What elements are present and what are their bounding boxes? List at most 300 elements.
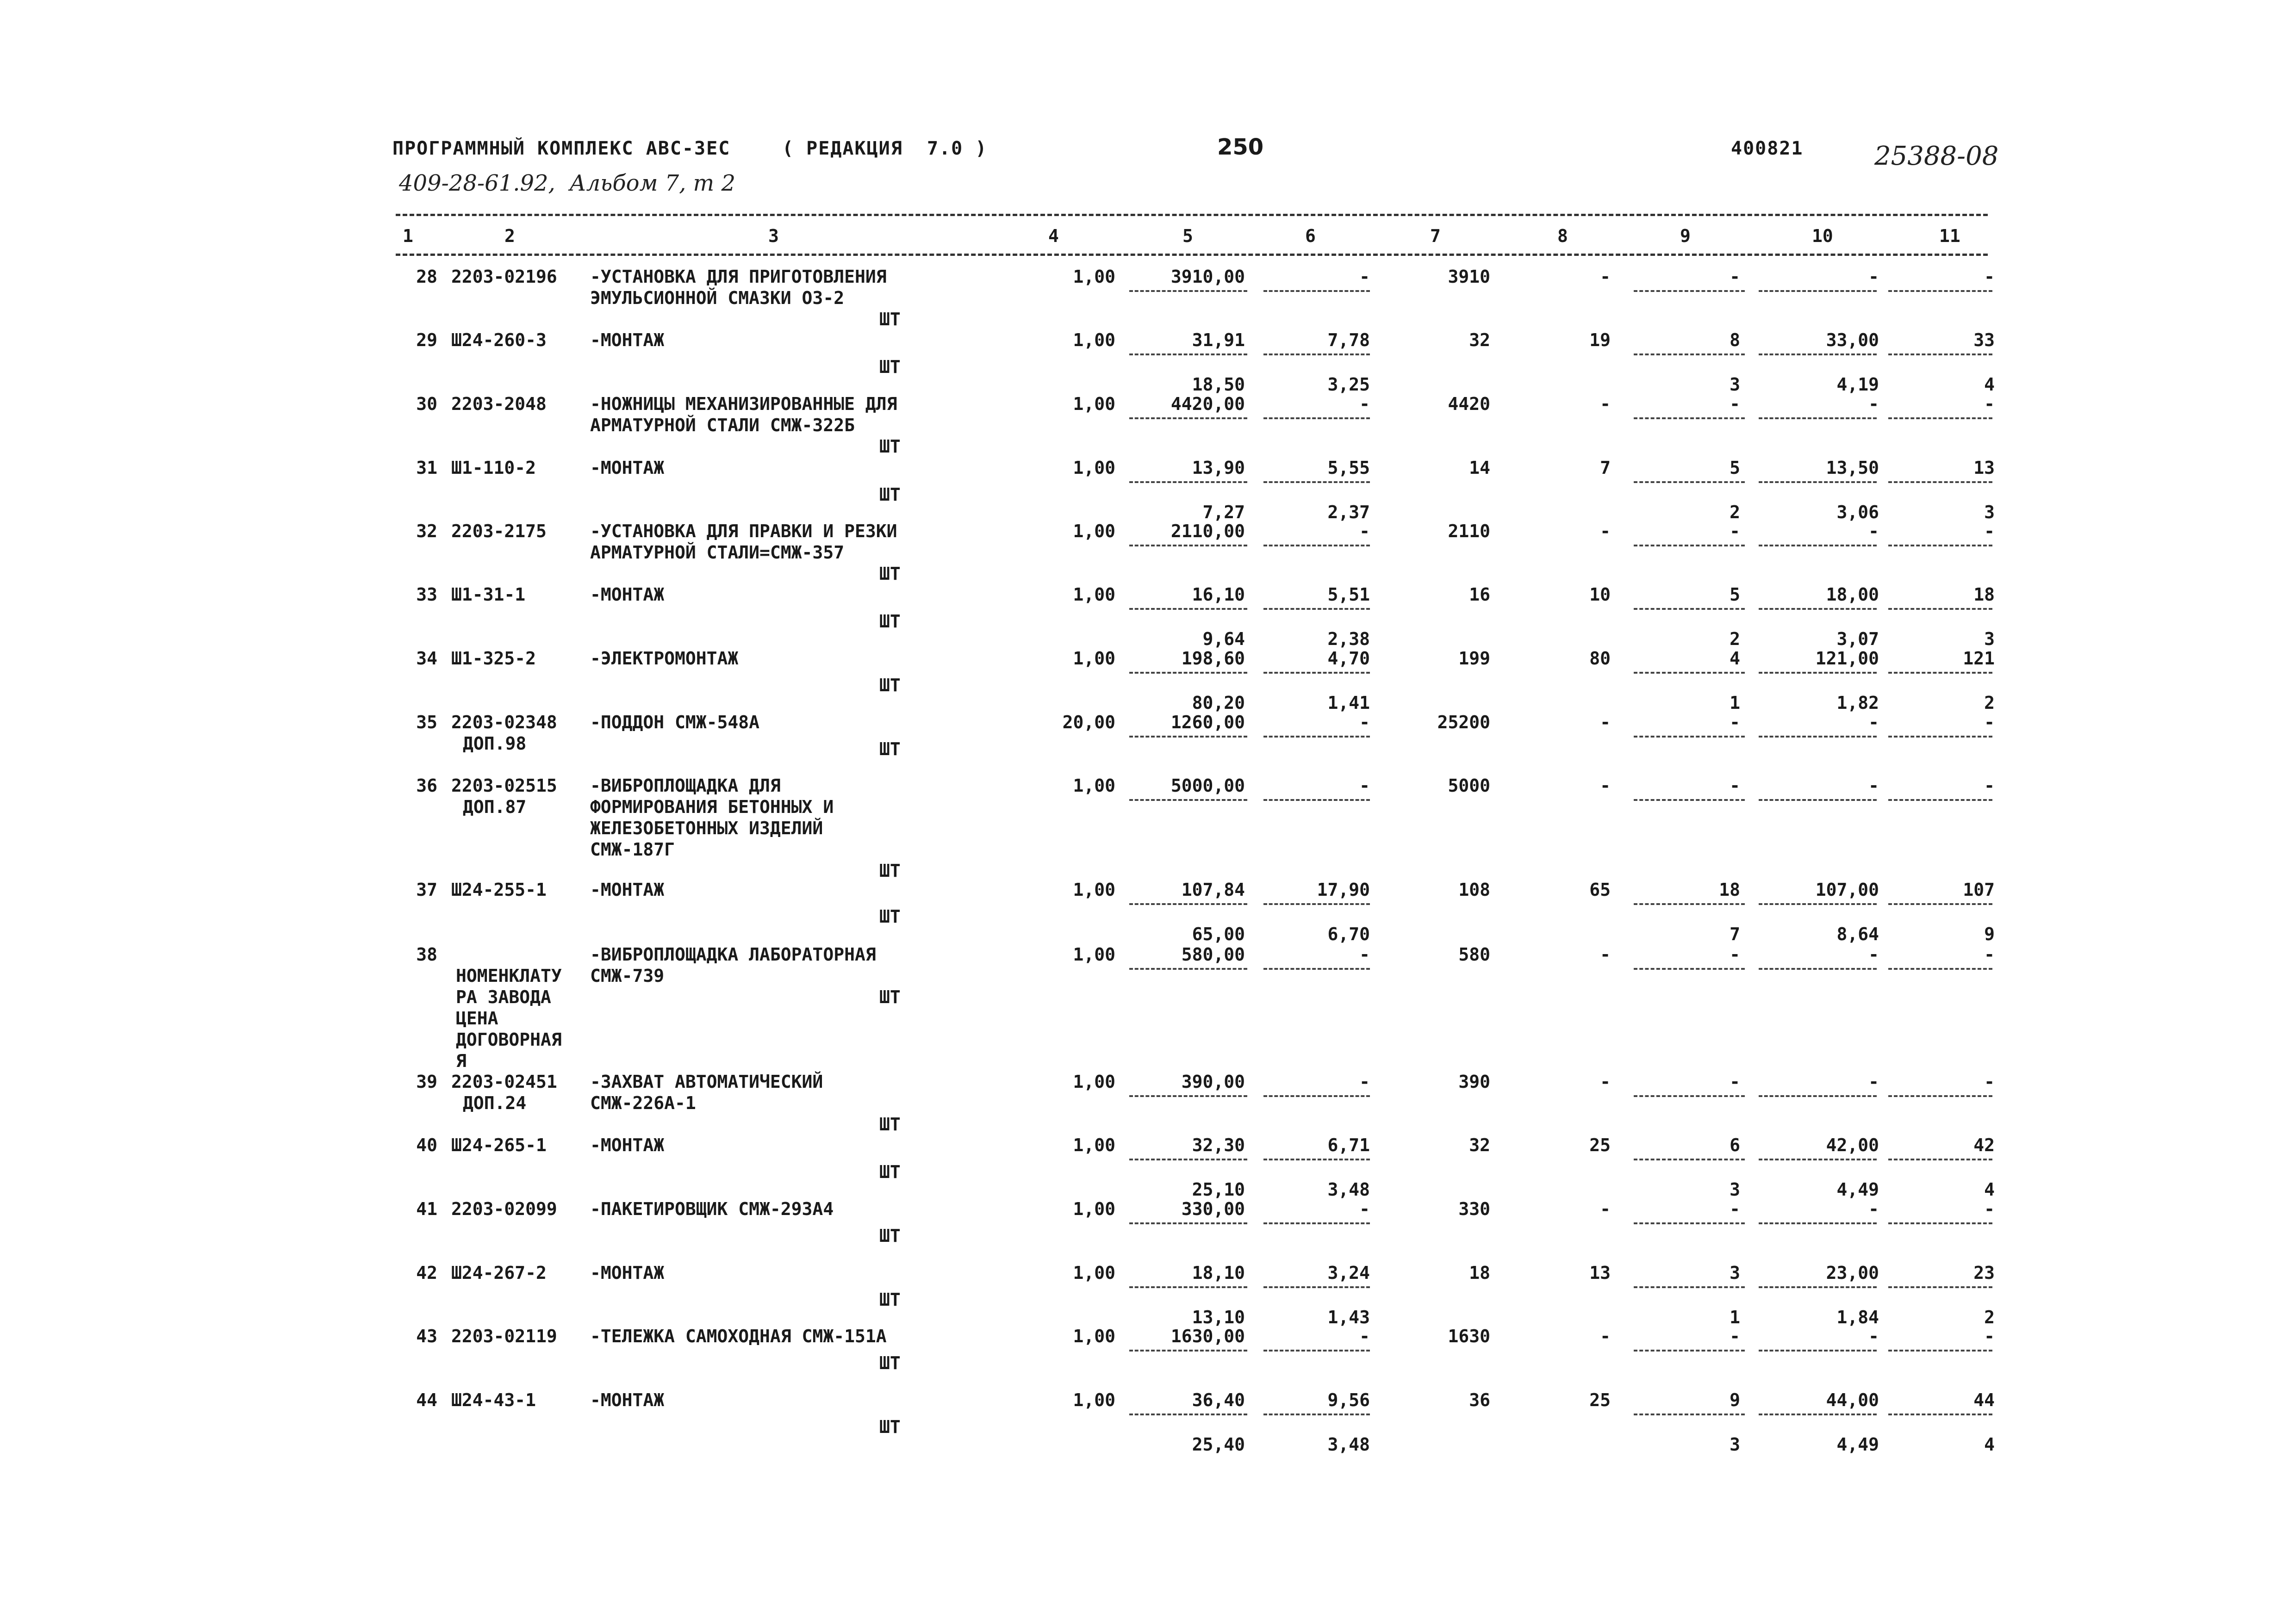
unit-wage: 17,90 (1317, 880, 1370, 900)
machine-wage-unit: 3,25 (1327, 374, 1370, 395)
quantity: 1,00 (1073, 1390, 1115, 1410)
unit-of-measure: ШТ (879, 611, 901, 632)
unit-price: 16,10 (1192, 584, 1245, 605)
adjusted-total: - (1984, 775, 1995, 796)
machine-adjusted: 3,07 (1836, 629, 1879, 649)
unit-wage: - (1359, 1072, 1370, 1092)
labor: 5 (1730, 458, 1740, 478)
unit-price: 5000,00 (1170, 775, 1245, 796)
row-number: 36 (416, 775, 437, 796)
resource-code: Ш24-255-1 (451, 880, 547, 900)
adjusted-total: - (1984, 944, 1995, 965)
value-separator (1888, 545, 1992, 546)
machine-adjusted: 3,06 (1836, 502, 1879, 522)
labor: - (1730, 1326, 1740, 1346)
unit-wage: - (1359, 712, 1370, 732)
value-separator (1634, 1286, 1745, 1288)
quantity: 1,00 (1073, 648, 1115, 669)
value-separator (1888, 1095, 1992, 1097)
total-wage: 25 (1589, 1135, 1611, 1155)
machine-wage-unit: 3,48 (1327, 1434, 1370, 1455)
adjusted-total: 44 (1973, 1390, 1995, 1410)
item-name-line: -МОНТАЖ (590, 584, 665, 605)
machine-adjusted: 1,82 (1836, 693, 1879, 713)
quantity: 1,00 (1073, 394, 1115, 414)
value-separator (1888, 1286, 1992, 1288)
unit-price: 1260,00 (1170, 712, 1245, 732)
unit-of-measure: ШТ (879, 987, 901, 1007)
labor: - (1730, 394, 1740, 414)
machine-labor: 2 (1730, 629, 1740, 649)
machine-adjusted-total: 3 (1984, 502, 1995, 522)
unit-price: 3910,00 (1170, 267, 1245, 287)
row-number: 40 (416, 1135, 437, 1155)
adjusted-total: 18 (1973, 584, 1995, 605)
unit-price: 18,10 (1192, 1263, 1245, 1283)
unit-of-measure: ШТ (879, 356, 901, 377)
total-wage: 13 (1589, 1263, 1611, 1283)
value-separator (1129, 608, 1247, 610)
value-separator (1759, 672, 1877, 674)
album-note: 409-28-61.92, Альбом 7, т 2 (399, 170, 735, 196)
unit-price: 32,30 (1192, 1135, 1245, 1155)
row-number: 31 (416, 458, 437, 478)
labor: 8 (1730, 330, 1740, 350)
total-wage: - (1600, 1199, 1611, 1219)
unit-of-measure: ШТ (879, 1114, 901, 1135)
column-header-8: 8 (1557, 226, 1568, 246)
total-cost: 25200 (1437, 712, 1490, 732)
quantity: 1,00 (1073, 1135, 1115, 1155)
unit-wage: 6,71 (1327, 1135, 1370, 1155)
unit-price: 330,00 (1181, 1199, 1245, 1219)
total-wage: - (1600, 1326, 1611, 1346)
resource-code: Ш1-31-1 (451, 584, 526, 605)
machine-wage-unit: 1,41 (1327, 693, 1370, 713)
adjusted-total: - (1984, 1072, 1995, 1092)
adjusted-cost: - (1868, 1199, 1879, 1219)
value-separator (1634, 1350, 1745, 1352)
unit-wage: - (1359, 1199, 1370, 1219)
adjusted-total: 33 (1973, 330, 1995, 350)
unit-of-measure: ШТ (879, 861, 901, 881)
row-number: 32 (416, 521, 437, 541)
adjusted-total: 107 (1963, 880, 1995, 900)
adjusted-total: - (1984, 1326, 1995, 1346)
quantity: 1,00 (1073, 267, 1115, 287)
unit-wage: - (1359, 394, 1370, 414)
resource-code: Ш1-110-2 (451, 458, 536, 478)
machine-adjusted: 8,64 (1836, 924, 1879, 944)
row-number: 34 (416, 648, 437, 669)
value-separator (1634, 1095, 1745, 1097)
labor: - (1730, 944, 1740, 965)
adjusted-cost: - (1868, 267, 1879, 287)
value-separator (1263, 1222, 1370, 1224)
resource-code-supplement: ДОП.98 (463, 733, 527, 754)
unit-wage: 4,70 (1327, 648, 1370, 669)
value-separator (1759, 1414, 1877, 1415)
resource-code-line: Я (456, 1051, 467, 1071)
total-wage: - (1600, 1072, 1611, 1092)
item-name-line: АРМАТУРНОЙ СТАЛИ=СМЖ-357 (590, 542, 845, 563)
row-number: 42 (416, 1263, 437, 1283)
item-name-line: -ВИБРОПЛОЩАДКА ЛАБОРАТОРНАЯ (590, 944, 876, 965)
unit-price: 13,90 (1192, 458, 1245, 478)
unit-of-measure: ШТ (879, 1352, 901, 1373)
resource-code: 2203-02196 (451, 267, 557, 287)
total-wage: - (1600, 775, 1611, 796)
value-separator (1129, 1350, 1247, 1352)
value-separator (1129, 1414, 1247, 1415)
item-name-line: -МОНТАЖ (590, 1390, 665, 1410)
adjusted-cost: 121,00 (1815, 648, 1879, 669)
value-separator (1759, 1159, 1877, 1160)
total-cost: 108 (1458, 880, 1490, 900)
value-separator (1263, 1286, 1370, 1288)
item-name-line: -ТЕЛЕЖКА САМОХОДНАЯ СМЖ-151А (590, 1326, 887, 1346)
unit-wage: - (1359, 944, 1370, 965)
unit-price: 390,00 (1181, 1072, 1245, 1092)
value-separator (1263, 1159, 1370, 1160)
unit-wage: - (1359, 775, 1370, 796)
header-code: 400821 (1731, 138, 1804, 159)
adjusted-cost: - (1868, 944, 1879, 965)
unit-price: 580,00 (1181, 944, 1245, 965)
column-header-1: 1 (403, 226, 413, 246)
resource-code-line: НОМЕНКЛАТУ (456, 966, 562, 986)
value-separator (1263, 417, 1370, 419)
value-separator (1634, 672, 1745, 674)
adjusted-total: - (1984, 394, 1995, 414)
value-separator (1888, 608, 1992, 610)
machine-wage: 7,27 (1202, 502, 1245, 522)
row-number: 33 (416, 584, 437, 605)
page-number: 250 (1217, 134, 1264, 160)
item-name-line: -УСТАНОВКА ДЛЯ ПРАВКИ И РЕЗКИ (590, 521, 897, 541)
value-separator (1888, 1159, 1992, 1160)
adjusted-total: - (1984, 712, 1995, 732)
item-name-line: АРМАТУРНОЙ СТАЛИ СМЖ-322Б (590, 415, 855, 435)
value-separator (1634, 290, 1745, 292)
value-separator (1634, 968, 1745, 970)
item-name-line: -МОНТАЖ (590, 458, 665, 478)
adjusted-total: 42 (1973, 1135, 1995, 1155)
resource-code-supplement: ДОП.24 (463, 1093, 527, 1113)
row-number: 30 (416, 394, 437, 414)
value-separator (1759, 290, 1877, 292)
value-separator (1759, 1222, 1877, 1224)
row-number: 35 (416, 712, 437, 732)
unit-price: 31,91 (1192, 330, 1245, 350)
item-name-line: -МОНТАЖ (590, 880, 665, 900)
labor: - (1730, 712, 1740, 732)
item-name-line: -ПОДДОН СМЖ-548А (590, 712, 760, 732)
value-separator (1634, 545, 1745, 546)
total-wage: - (1600, 521, 1611, 541)
value-separator (1634, 417, 1745, 419)
value-separator (1129, 968, 1247, 970)
item-name-line: ФОРМИРОВАНИЯ БЕТОННЫХ И (590, 797, 834, 817)
item-name-line: -НОЖНИЦЫ МЕХАНИЗИРОВАННЫЕ ДЛЯ (590, 394, 897, 414)
value-separator (1634, 353, 1745, 355)
value-separator (1888, 1222, 1992, 1224)
total-wage: - (1600, 944, 1611, 965)
labor: - (1730, 775, 1740, 796)
column-header-3: 3 (768, 226, 779, 246)
value-separator (1129, 1286, 1247, 1288)
total-cost: 14 (1469, 458, 1490, 478)
total-cost: 32 (1469, 1135, 1490, 1155)
unit-of-measure: ШТ (879, 1161, 901, 1182)
unit-of-measure: ШТ (879, 738, 901, 759)
value-separator (1263, 968, 1370, 970)
machine-wage-unit: 1,43 (1327, 1307, 1370, 1327)
value-separator (1263, 1350, 1370, 1352)
unit-of-measure: ШТ (879, 906, 901, 927)
machine-labor: 3 (1730, 1434, 1740, 1455)
total-wage: 25 (1589, 1390, 1611, 1410)
machine-adjusted: 4,49 (1836, 1434, 1879, 1455)
resource-code: 2203-02099 (451, 1199, 557, 1219)
machine-wage: 65,00 (1192, 924, 1245, 944)
item-name-line: -УСТАНОВКА ДЛЯ ПРИГОТОВЛЕНИЯ (590, 267, 887, 287)
quantity: 20,00 (1062, 712, 1115, 732)
column-header-6: 6 (1305, 226, 1316, 246)
value-separator (1129, 1159, 1247, 1160)
value-separator (1129, 799, 1247, 801)
unit-of-measure: ШТ (879, 675, 901, 695)
quantity: 1,00 (1073, 1072, 1115, 1092)
machine-labor: 2 (1730, 502, 1740, 522)
labor: 6 (1730, 1135, 1740, 1155)
value-separator (1634, 799, 1745, 801)
quantity: 1,00 (1073, 880, 1115, 900)
unit-wage: - (1359, 267, 1370, 287)
value-separator (1263, 481, 1370, 483)
resource-code-line: ДОГОВОРНАЯ (456, 1029, 562, 1050)
value-separator (1888, 672, 1992, 674)
resource-code: 2203-02451 (451, 1072, 557, 1092)
machine-adjusted: 4,19 (1836, 374, 1879, 395)
adjusted-cost: 18,00 (1826, 584, 1879, 605)
total-wage: 80 (1589, 648, 1611, 669)
value-separator (1759, 968, 1877, 970)
value-separator (1263, 608, 1370, 610)
quantity: 1,00 (1073, 584, 1115, 605)
total-cost: 32 (1469, 330, 1490, 350)
row-number: 41 (416, 1199, 437, 1219)
value-separator (1888, 353, 1992, 355)
unit-of-measure: ШТ (879, 564, 901, 584)
value-separator (1263, 799, 1370, 801)
item-name-line: СМЖ-739 (590, 966, 665, 986)
total-cost: 330 (1458, 1199, 1490, 1219)
labor: 4 (1730, 648, 1740, 669)
machine-labor: 1 (1730, 1307, 1740, 1327)
labor: - (1730, 521, 1740, 541)
value-separator (1888, 1350, 1992, 1352)
row-number: 29 (416, 330, 437, 350)
total-cost: 199 (1458, 648, 1490, 669)
unit-of-measure: ШТ (879, 436, 901, 457)
value-separator (1759, 545, 1877, 546)
quantity: 1,00 (1073, 1263, 1115, 1283)
adjusted-cost: - (1868, 712, 1879, 732)
value-separator (1759, 903, 1877, 905)
value-separator (1888, 968, 1992, 970)
resource-code: Ш1-325-2 (451, 648, 536, 669)
adjusted-cost: 107,00 (1815, 880, 1879, 900)
value-separator (1634, 608, 1745, 610)
row-number: 37 (416, 880, 437, 900)
quantity: 1,00 (1073, 458, 1115, 478)
resource-code: 2203-02515 (451, 775, 557, 796)
value-separator (1263, 672, 1370, 674)
value-separator (1263, 1095, 1370, 1097)
value-separator (1634, 1414, 1745, 1415)
value-separator (1888, 481, 1992, 483)
unit-wage: - (1359, 1326, 1370, 1346)
column-header-5: 5 (1182, 226, 1193, 246)
resource-code: Ш24-265-1 (451, 1135, 547, 1155)
value-separator (1263, 290, 1370, 292)
column-header-10: 10 (1812, 226, 1833, 246)
header-rule-bottom (396, 254, 1988, 256)
column-header-11: 11 (1939, 226, 1960, 246)
value-separator (1129, 417, 1247, 419)
value-separator (1129, 290, 1247, 292)
item-name-line: СМЖ-187Г (590, 839, 675, 860)
row-number: 38 (416, 944, 437, 965)
row-number: 39 (416, 1072, 437, 1092)
total-wage: 10 (1589, 584, 1611, 605)
column-header-9: 9 (1680, 226, 1691, 246)
machine-wage: 18,50 (1192, 374, 1245, 395)
row-number: 44 (416, 1390, 437, 1410)
unit-of-measure: ШТ (879, 1289, 901, 1310)
machine-wage: 25,40 (1192, 1434, 1245, 1455)
value-separator (1759, 353, 1877, 355)
total-cost: 18 (1469, 1263, 1490, 1283)
unit-wage: 7,78 (1327, 330, 1370, 350)
value-separator (1129, 481, 1247, 483)
machine-labor: 7 (1730, 924, 1740, 944)
adjusted-cost: 33,00 (1826, 330, 1879, 350)
quantity: 1,00 (1073, 1326, 1115, 1346)
item-name-line: -ПАКЕТИРОВЩИК СМЖ-293А4 (590, 1199, 834, 1219)
total-wage: 65 (1589, 880, 1611, 900)
total-cost: 3910 (1448, 267, 1490, 287)
unit-price: 107,84 (1181, 880, 1245, 900)
value-separator (1759, 481, 1877, 483)
adjusted-cost: 13,50 (1826, 458, 1879, 478)
value-separator (1263, 545, 1370, 546)
unit-price: 2110,00 (1170, 521, 1245, 541)
value-separator (1888, 903, 1992, 905)
header-program: ПРОГРАММНЫЙ КОМПЛЕКС АВС-3ЕС (392, 138, 731, 159)
unit-price: 198,60 (1181, 648, 1245, 669)
labor: - (1730, 1072, 1740, 1092)
total-cost: 4420 (1448, 394, 1490, 414)
resource-code-line: РА ЗАВОДА (456, 987, 551, 1007)
total-wage: - (1600, 712, 1611, 732)
item-name-line: ЖЕЛЕЗОБЕТОННЫХ ИЗДЕЛИЙ (590, 818, 823, 838)
value-separator (1888, 290, 1992, 292)
item-name-line: -ЭЛЕКТРОМОНТАЖ (590, 648, 739, 669)
item-name-line: -МОНТАЖ (590, 1263, 665, 1283)
doc-number: 25388-08 (1874, 141, 1999, 171)
unit-wage: 5,51 (1327, 584, 1370, 605)
machine-adjusted-total: 2 (1984, 1307, 1995, 1327)
value-separator (1634, 903, 1745, 905)
machine-adjusted: 1,84 (1836, 1307, 1879, 1327)
labor: 3 (1730, 1263, 1740, 1283)
value-separator (1129, 672, 1247, 674)
total-wage: 7 (1600, 458, 1611, 478)
unit-wage: 3,24 (1327, 1263, 1370, 1283)
total-wage: 19 (1589, 330, 1611, 350)
value-separator (1759, 736, 1877, 738)
unit-wage: - (1359, 521, 1370, 541)
adjusted-total: 121 (1963, 648, 1995, 669)
value-separator (1634, 1159, 1745, 1160)
unit-price: 1630,00 (1170, 1326, 1245, 1346)
adjusted-cost: 42,00 (1826, 1135, 1879, 1155)
machine-wage: 13,10 (1192, 1307, 1245, 1327)
machine-wage-unit: 2,38 (1327, 629, 1370, 649)
machine-labor: 3 (1730, 374, 1740, 395)
total-cost: 580 (1458, 944, 1490, 965)
labor: - (1730, 267, 1740, 287)
adjusted-total: 23 (1973, 1263, 1995, 1283)
column-header-7: 7 (1430, 226, 1441, 246)
item-name-line: -МОНТАЖ (590, 330, 665, 350)
machine-adjusted-total: 4 (1984, 1434, 1995, 1455)
resource-code: Ш24-267-2 (451, 1263, 547, 1283)
value-separator (1759, 1095, 1877, 1097)
total-cost: 5000 (1448, 775, 1490, 796)
quantity: 1,00 (1073, 521, 1115, 541)
adjusted-cost: - (1868, 775, 1879, 796)
item-name-line: ЭМУЛЬСИОННОЙ СМАЗКИ ОЗ-2 (590, 288, 845, 308)
column-header-4: 4 (1048, 226, 1059, 246)
value-separator (1129, 353, 1247, 355)
value-separator (1263, 1414, 1370, 1415)
item-name-line: СМЖ-226А-1 (590, 1093, 696, 1113)
value-separator (1634, 481, 1745, 483)
machine-adjusted-total: 4 (1984, 1179, 1995, 1200)
value-separator (1129, 545, 1247, 546)
item-name-line: -ЗАХВАТ АВТОМАТИЧЕСКИЙ (590, 1072, 823, 1092)
value-separator (1759, 608, 1877, 610)
total-wage: - (1600, 394, 1611, 414)
machine-labor: 1 (1730, 693, 1740, 713)
resource-code: Ш24-260-3 (451, 330, 547, 350)
column-header-2: 2 (504, 226, 515, 246)
machine-wage-unit: 2,37 (1327, 502, 1370, 522)
resource-code-line: ЦЕНА (456, 1008, 498, 1029)
resource-code: 2203-02119 (451, 1326, 557, 1346)
resource-code: 2203-2175 (451, 521, 547, 541)
value-separator (1759, 1350, 1877, 1352)
value-separator (1263, 736, 1370, 738)
value-separator (1129, 1222, 1247, 1224)
value-separator (1888, 1414, 1992, 1415)
header-rule-top (396, 214, 1988, 216)
row-number: 28 (416, 267, 437, 287)
value-separator (1759, 417, 1877, 419)
